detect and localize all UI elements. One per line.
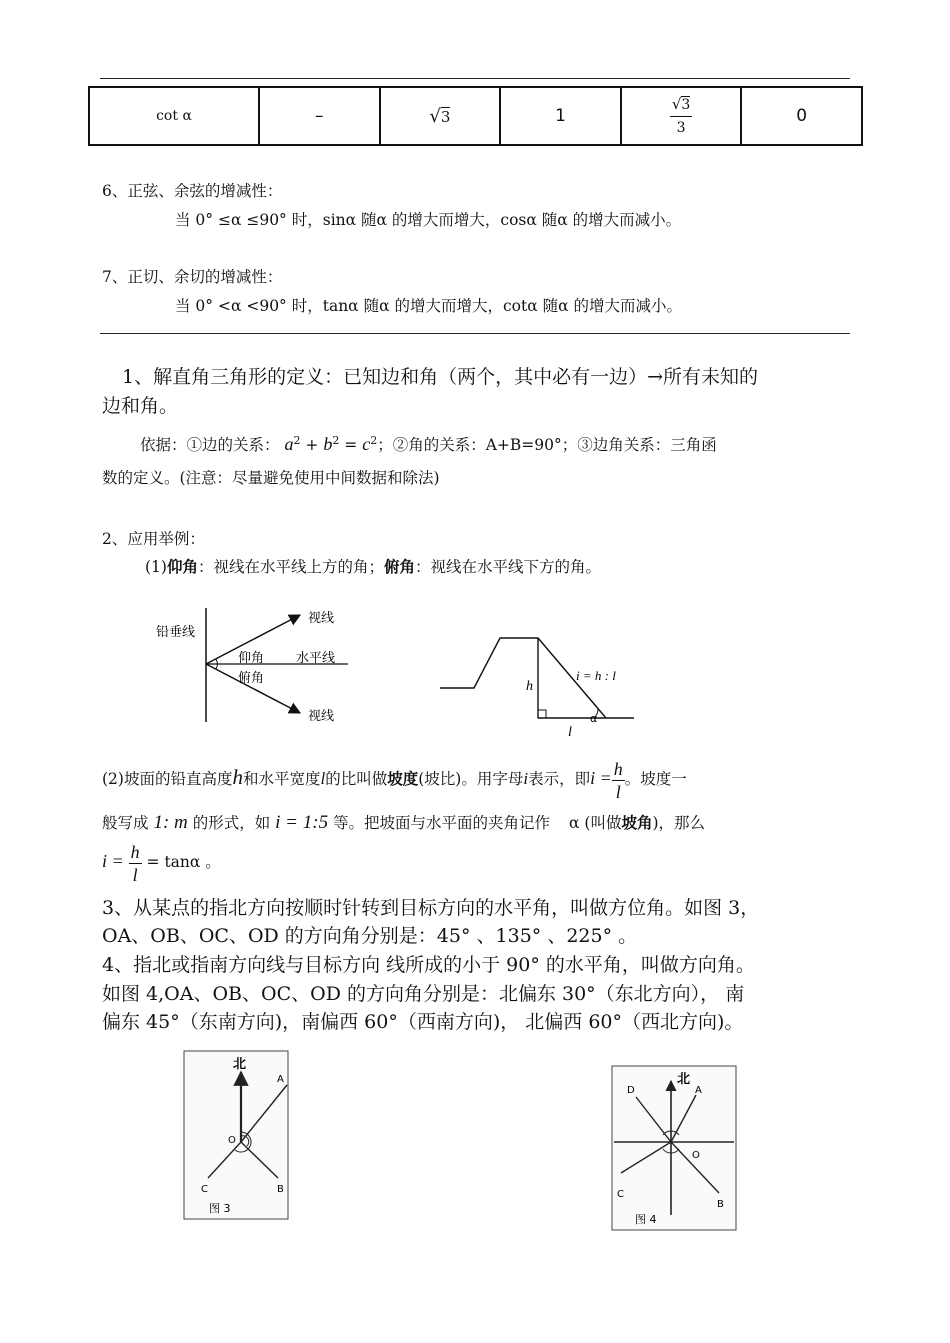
cot-cell-90 <box>741 87 862 145</box>
s1-basis <box>140 430 717 456</box>
s1-basis-line2: 数的定义。(注意：尽量避免使用中间数据和除法) <box>102 469 440 487</box>
frac-denominator: 3 <box>676 120 686 136</box>
right-angle-mark <box>538 710 546 718</box>
basis-prefix: 依据：①边的关系： <box>140 436 280 455</box>
fig3-o: O <box>228 1135 236 1146</box>
plumb-label: 铅垂线 <box>156 625 196 640</box>
fig4-caption: 图 4 <box>635 1213 657 1226</box>
fig3-c: C <box>201 1184 208 1195</box>
def-elevation: ：视线在水平线上方的角； <box>197 558 384 576</box>
one-value: 1 <box>555 106 566 126</box>
cot-table <box>88 86 863 146</box>
eq-b-sup: 2 <box>332 434 340 447</box>
zero-value: 0 <box>796 106 808 126</box>
slope-l-label: l <box>568 725 572 740</box>
sqrt3-over-3 <box>670 93 692 139</box>
slope-frac-den: l <box>615 781 621 802</box>
slope-line2-mid: 的形式，如 <box>192 814 271 832</box>
slope-line2 <box>102 812 705 834</box>
s1-line1: 1、解直角三角形的定义：已知边和角（两个，其中必有一边）→所有未知的 <box>122 366 759 388</box>
slope-example: i = 1:5 <box>275 812 329 833</box>
slope-line2-prefix: 般写成 <box>102 814 149 832</box>
slope-frac-num: h <box>613 758 623 779</box>
slope-fraction <box>612 758 625 803</box>
figure-3 <box>183 1050 289 1220</box>
fig3-b: B <box>277 1184 284 1195</box>
table-row <box>89 87 862 145</box>
slope-h-label: h <box>526 679 533 694</box>
slope-line3-num: h <box>130 841 140 862</box>
cot-cell-60 <box>621 87 742 145</box>
eq-c-sup: 2 <box>370 434 378 447</box>
p3-line1: 3、从某点的指北方向按顺时针转到目标方向的水平角，叫做方位角。如图 3， <box>102 897 760 919</box>
slope-alpha: α <box>568 814 580 832</box>
slope-eq: i = <box>590 768 612 788</box>
slope-i: i <box>523 769 529 788</box>
slope-line3 <box>102 838 221 886</box>
fig3-north: 北 <box>233 1057 247 1072</box>
p7-heading: 7、正切、余切的增减性： <box>102 268 283 286</box>
cot-cell-45 <box>500 87 621 145</box>
eq-a: a <box>284 434 294 455</box>
angle-figure <box>150 600 370 730</box>
s2-heading: 2、应用举例： <box>102 530 205 548</box>
s2-item1 <box>145 556 601 578</box>
slope-line3-eq: i = <box>102 851 124 871</box>
fig4-c: C <box>617 1189 624 1200</box>
p4-line3: 偏东 45°（东南方向)，南偏西 60°（西南方向)， 北偏西 60°（西北方向)。 <box>102 1011 744 1033</box>
fig4-a: A <box>695 1085 702 1096</box>
p7-body: 当 0° <α <90° 时，tanα 随α 的增大而增大，cotα 随α 的增大而减小。 <box>175 297 683 315</box>
slope-prefix: (2)坡面的铅直高度 <box>102 770 233 788</box>
slope-mid4: 表示，即 <box>528 770 591 788</box>
slope-line2-mid3: (叫做 <box>584 814 622 832</box>
figure-4 <box>611 1065 737 1231</box>
fig4-o: O <box>692 1150 700 1161</box>
slope-form: 1: m <box>153 812 188 833</box>
eq-plus: + <box>305 436 319 455</box>
term-slope-angle: 坡角 <box>621 814 653 832</box>
term-elevation: 仰角 <box>166 558 198 576</box>
term-slope: 坡度 <box>387 770 419 788</box>
section-rule <box>100 333 850 334</box>
slope-mid1: 和水平宽度 <box>242 770 321 788</box>
slope-line1 <box>102 754 687 800</box>
slope-alpha-label: α <box>590 712 598 725</box>
depression-label: 俯角 <box>238 671 265 686</box>
fig3-caption: 图 3 <box>209 1202 231 1215</box>
p3-line2: OA、OB、OC、OD 的方向角分别是：45° 、135° 、225° 。 <box>102 925 638 947</box>
elevation-label: 仰角 <box>238 651 265 666</box>
sqrt-sign: √ <box>671 95 682 113</box>
fig4-b: B <box>717 1199 724 1210</box>
figure-3-frame <box>184 1051 288 1219</box>
fig4-north: 北 <box>677 1072 691 1087</box>
slope-line3-fraction <box>129 841 142 886</box>
eq-a-sup: 2 <box>293 434 301 447</box>
s1-line2: 边和角。 <box>102 395 179 417</box>
eq-c: c <box>362 434 371 455</box>
slope-ratio-label: i = h : l <box>576 668 616 683</box>
sqrt-radicand: 3 <box>440 107 451 126</box>
eq-b: b <box>323 434 333 455</box>
sight-down-label: 视线 <box>308 709 335 724</box>
p6-heading: 6、正弦、余弦的增减性： <box>102 182 283 200</box>
slope-line2-mid2: 等。把坡面与水平面的夹角记作 <box>333 814 551 832</box>
dash-value: – <box>315 106 324 126</box>
slope-h: h <box>232 765 243 789</box>
p4-line2: 如图 4,OA、OB、OC、OD 的方向角分别是：北偏东 30°（东北方向）， 南 <box>102 983 745 1005</box>
item1-prefix: (1) <box>145 558 167 576</box>
fig3-a: A <box>277 1074 284 1085</box>
top-rule <box>100 78 850 79</box>
slope-line3-den: l <box>132 864 138 885</box>
slope-mid3: (坡比)。用字母 <box>418 770 524 788</box>
slope-mid2: 的比叫做 <box>325 770 388 788</box>
slope-mid5: 。坡度一 <box>624 770 687 788</box>
slope-figure <box>438 630 648 742</box>
cot-cell-30 <box>380 87 501 145</box>
frac-numerator <box>670 93 692 117</box>
fig4-d: D <box>627 1085 635 1096</box>
p6-body: 当 0° ≤α ≤90° 时，sinα 随α 的增大而增大，cosα 随α 的增大而减小。 <box>175 211 682 229</box>
sight-up-label: 视线 <box>308 611 335 626</box>
eq-equals: = <box>344 436 358 455</box>
term-depression: 俯角 <box>384 558 416 576</box>
p4-line1: 4、指北或指南方向线与目标方向 线所成的小于 90° 的水平角，叫做方向角。 <box>102 954 755 976</box>
slope-line2-end: )，那么 <box>652 814 706 832</box>
cot-cell-0 <box>259 87 380 145</box>
horizontal-label: 水平线 <box>296 651 336 666</box>
def-depression: ：视线在水平线下方的角。 <box>415 558 602 576</box>
sqrt-sign: √ <box>429 105 441 127</box>
basis-middle: ；②角的关系：A+B=90°；③边角关系：三角函 <box>377 436 717 455</box>
slope-l: l <box>320 769 326 788</box>
sqrt-radicand: 3 <box>681 97 691 113</box>
slope-line3-tail: = tanα 。 <box>146 853 221 871</box>
cot-label-cell: cot α <box>89 87 259 145</box>
